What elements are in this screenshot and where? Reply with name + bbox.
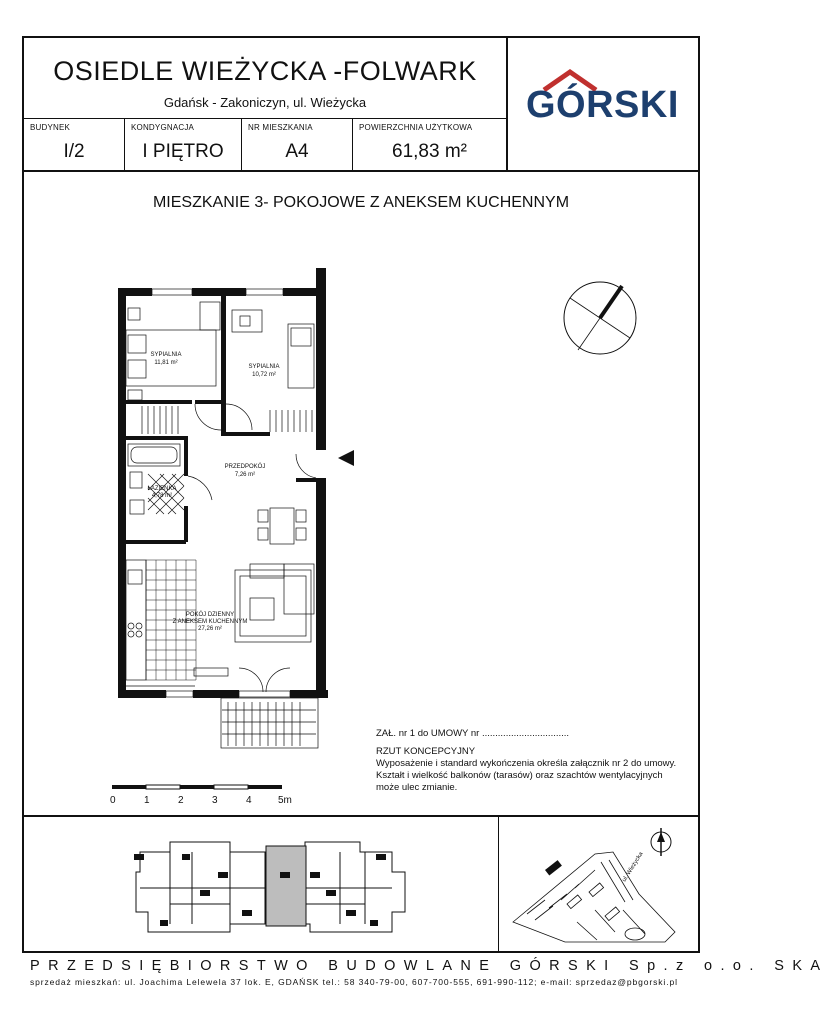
info-label-building: BUDYNEK xyxy=(30,123,71,132)
selected-unit-highlight xyxy=(266,846,306,926)
scale-label-3: 3 xyxy=(212,795,218,806)
notes-line-1: Wyposażenie i standard wykończenia określa załącznik nr 2 do umowy. xyxy=(376,758,677,769)
info-value-apartment-no: A4 xyxy=(285,141,309,162)
scale-label-1: 1 xyxy=(144,795,150,806)
room-area-hall: 7,26 m² xyxy=(234,472,256,478)
room-area-bathroom: 4,78 m² xyxy=(151,493,173,499)
site-building-highlight xyxy=(545,860,562,875)
scale-label-4: 4 xyxy=(246,795,252,806)
info-value-floor: I PIĘTRO xyxy=(142,141,224,162)
notes-line-3: może ulec zmianie. xyxy=(376,782,458,793)
plan-divider xyxy=(22,815,700,817)
building-key-plan xyxy=(130,832,410,942)
scale-label-2: 2 xyxy=(178,795,184,806)
header-divider xyxy=(22,170,700,172)
plan-heading: MIESZKANIE 3- POKOJOWE Z ANEKSEM KUCHENNYM xyxy=(152,194,570,211)
room-label-living-2: Z ANEKSEM KUCHENNYM xyxy=(172,619,248,625)
site-plan xyxy=(505,822,697,950)
notes-line-2: Kształt i wielkość balkonów (tarasów) oraz szachtów wentylacyjnych xyxy=(376,770,663,781)
compass-icon xyxy=(560,278,640,358)
footer-contact: sprzedaż mieszkań: ul. Joachima Lelewela 37 lok. E, GDAŃSK tel.: 58 340-79-00, 607-700-555, 691-990-112; e-mail: sprzedaz@pbgorski.pl xyxy=(30,977,678,987)
footer-company: PRZEDSIĘBIORSTWO BUDOWLANE GÓRSKI Sp.z o.o. SKA xyxy=(30,958,828,974)
info-label-apartment-no: NR MIESZKANIA xyxy=(248,123,313,132)
logo-divider xyxy=(506,36,508,172)
info-label-floor: KONDYGNACJA xyxy=(131,123,195,132)
room-label-bathroom: ŁAZIENKA xyxy=(147,486,177,492)
page-title: OSIEDLE WIEŻYCKA -FOLWARK xyxy=(53,56,477,86)
company-logo: GÓRSKI xyxy=(526,84,679,126)
notes-heading: RZUT KONCEPCYJNY xyxy=(376,746,476,757)
scale-label-5: 5m xyxy=(278,795,292,806)
room-label-bedroom-2: SYPIALNIA xyxy=(248,364,280,370)
title-divider xyxy=(22,118,508,119)
room-area-living: 27,26 m² xyxy=(198,626,222,632)
room-label-living: POKÓJ DZIENNY xyxy=(185,612,235,618)
scale-bar xyxy=(108,782,298,796)
info-label-area: POWIERZCHNIA UŻYTKOWA xyxy=(359,123,473,132)
room-area-bedroom-2: 10,72 m² xyxy=(252,372,276,378)
notes-attachment: ZAŁ. nr 1 do UMOWY nr ................................. xyxy=(376,728,570,739)
room-label-hall: PRZEDPOKÓJ xyxy=(224,464,266,470)
room-label-bedroom-1: SYPIALNIA xyxy=(150,352,182,358)
scale-label-0: 0 xyxy=(110,795,116,806)
floor-plan xyxy=(100,260,350,760)
info-value-area: 61,83 m² xyxy=(392,141,467,162)
page-subtitle: Gdańsk - Zakoniczyn, ul. Wieżycka xyxy=(163,95,367,110)
room-area-bedroom-1: 11,81 m² xyxy=(154,360,178,366)
street-label: ul. Wieżycka xyxy=(621,851,645,884)
info-value-building: I/2 xyxy=(63,141,85,162)
